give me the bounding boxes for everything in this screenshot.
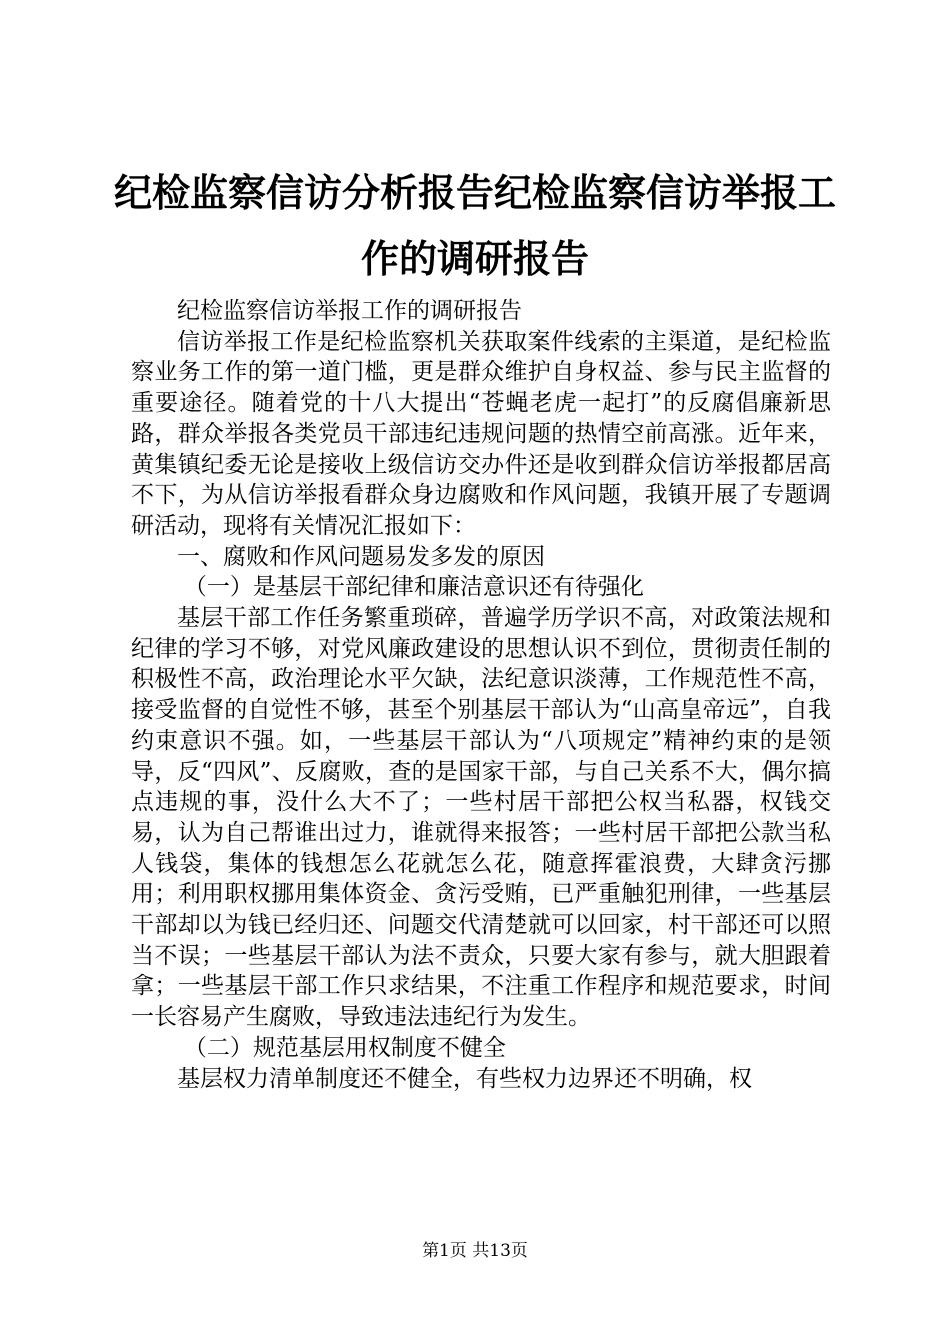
section-heading: 一、腐败和作风问题易发多发的原因	[177, 543, 545, 570]
report-subtitle: 纪检监察信访举报工作的调研报告	[177, 298, 522, 324]
subsection-heading-2: （二）规范基层用权制度不健全	[183, 1034, 506, 1061]
document-body	[131, 296, 831, 1094]
subsection-heading-1: （一）是基层干部纪律和廉洁意识还有待强化	[183, 574, 644, 601]
body-paragraph-1: 基层干部工作任务繁重琐碎，普遍学历学识不高，对政策法规和纪律的学习不够，对党风廉政建设的思想认识不到位，贯彻责任制的积极性不高，政治理论水平欠缺，法纪意识淡薄，工作规范性不高，接受监督的自觉性不够，甚至个别基层干部认为“山高皇帝远”，自我约束意识不强。如，一些基层干部认为“八项规定”精神约束的是领导，反“四风”、反腐败，查的是国家干部，与自己关系不大，偶尔搞点违规的事，没什么大不了；一些村居干部把公权当私器，权钱交易，认为自己帮谁出过力，谁就得来报答；一些村居干部把公款当私人钱袋，集体的钱想怎么花就怎么花，随意挥霍浪费，大肆贪污挪用；利用职权挪用集体资金、贪污受贿，已严重触犯刑律，一些基层干部却以为钱已经归还、问题交代清楚就可以回家，村干部还可以照当不误；一些基层干部认为法不责众，只要大家有参与，就大胆跟着拿；一些基层干部工作只求结果，不注重工作程序和规范要求，时间一长容易产生腐败，导致违法违纪行为发生。	[131, 605, 831, 1031]
document-title: 纪检监察信访分析报告纪检监察信访举报工作的调研报告	[113, 171, 836, 281]
intro-paragraph: 信访举报工作是纪检监察机关获取案件线索的主渠道，是纪检监察业务工作的第一道门槛，更是群众维护自身权益、参与民主监督的重要途径。随着党的十八大提出“苍蝇老虎一起打”的反腐倡廉新思路，群众举报各类党员干部违纪违规问题的热情空前高涨。近年来，黄集镇纪委无论是接收上级信访交办件还是收到群众信访举报都居高不下，为从信访举报看群众身边腐败和作风问题，我镇开展了专题调研活动，现将有关情况汇报如下：	[131, 328, 831, 539]
page-footer: 第1页 共13页	[422, 1241, 528, 1261]
body-paragraph-2: 基层权力清单制度还不健全，有些权力边界还不明确，权	[177, 1065, 752, 1092]
